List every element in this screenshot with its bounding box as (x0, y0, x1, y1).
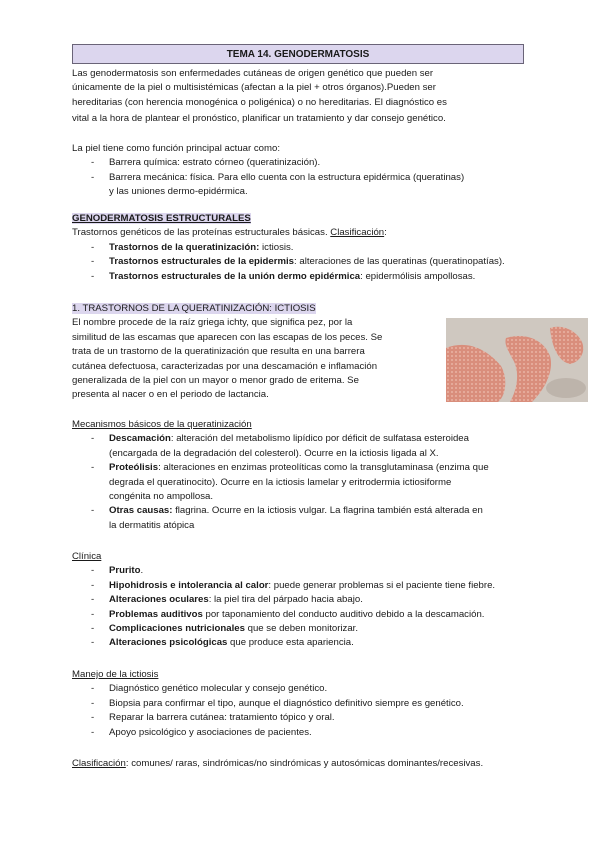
list-item: - Biopsia para confirmar el tipo, aunque el diagnóstico definitivo siempre es genético. (72, 697, 542, 711)
intro-paragraph (72, 67, 542, 127)
list-item: - Alteraciones psicológicas que produce esta apariencia. (72, 636, 542, 650)
paragraph-line: presenta al nacer o en el periodo de lactancia. (72, 389, 269, 401)
list-item: - Descamación: alteración del metabolismo lipídico por déficit de sulfatasa esteroidea (encargada de la degradación del colesterol). Ocurre en la ictiosis ligada al X. (72, 432, 542, 461)
intro-line: hereditarias (con herencia monogénica o poligénica) o no hereditarias. El diagnóstico es (72, 96, 447, 108)
list-item: - Trastornos de la queratinización: ictiosis. (72, 241, 542, 255)
intro-line: Las genodermatosis son enfermedades cutáneas de origen genético que pueden ser (72, 68, 434, 79)
mechanisms-section (72, 418, 542, 533)
list-item: - Problemas auditivos por taponamiento del conducto auditivo debido a la descamación. (72, 608, 542, 622)
subsection-heading: Mecanismos básicos de la queratinización (72, 419, 252, 430)
list-item: - Reparar la barrera cutánea: tratamiento tópico y oral. (72, 711, 542, 725)
list-item: - Alteraciones oculares: la piel tira del párpado hacia abajo. (72, 593, 542, 607)
structural-section (72, 212, 542, 284)
list-item: - Apoyo psicológico y asociaciones de pacientes. (72, 726, 542, 740)
ictiosis-section (72, 302, 442, 403)
clinica-section (72, 550, 542, 651)
skin-function-block (72, 142, 542, 200)
manejo-section (72, 668, 542, 740)
barrier-list (72, 156, 542, 185)
list-item: - Prurito. (72, 564, 542, 578)
list-item: - Barrera mecánica: física. Para ello cuenta con la estructura epidérmica (queratinas) (72, 171, 542, 185)
structural-list (72, 241, 542, 284)
barrier-continuation: y las uniones dermo-epidérmica. (109, 186, 248, 198)
ichthyosis-photo (446, 318, 588, 402)
list-item: - Diagnóstico genético molecular y consejo genético. (72, 682, 542, 696)
intro-line: vital a la hora de plantear el pronóstico, planificar un tratamiento y dar consejo genético. (72, 113, 446, 125)
paragraph-line: similitud de las escamas que aparecen con las escapas de los peces. Se (72, 331, 383, 343)
structural-desc: Trastornos genéticos de las proteínas estructurales básicas. Clasificación: (72, 227, 387, 239)
page-title: TEMA 14. GENODERMATOSIS (72, 44, 524, 64)
intro-line: únicamente de la piel o multisistémicas (afectan a la piel + otros órganos).Pueden ser (72, 82, 436, 94)
mechanisms-list (72, 432, 542, 533)
paragraph-line: cutánea defectuosa, caracterizadas por una descamación e inflamación (72, 360, 378, 372)
paragraph-line: generalizada de la piel con un mayor o menor grado de eritema. Se (72, 375, 359, 387)
subsection-heading: Manejo de la ictiosis (72, 669, 159, 680)
classification-label: Clasificación (330, 227, 385, 239)
list-item: - Barrera química: estrato córneo (queratinización). (72, 156, 542, 170)
final-classification: Clasificación: comunes/ raras, sindrómicas/no sindrómicas y autosómicas dominantes/recesivas. (72, 758, 484, 769)
subsection-heading: Clínica (72, 551, 102, 562)
skin-illustration (446, 318, 588, 402)
classification-label: Clasificación (72, 758, 126, 769)
clinica-list (72, 564, 542, 650)
paragraph-line: trata de un trastorno de la queratinización que resulta en una barrera (72, 346, 365, 358)
list-item: - Otras causas: flagrina. Ocurre en la ictiosis vulgar. La flagrina también está alterada en la dermatitis atópica (72, 504, 542, 533)
list-item: - Complicaciones nutricionales que se deben monitorizar. (72, 622, 542, 636)
list-item: - Hipohidrosis e intolerancia al calor: puede generar problemas si el paciente tiene fiebre. (72, 579, 542, 593)
list-item: - Trastornos estructurales de la unión dermo epidérmica: epidermólisis ampollosas. (72, 270, 542, 284)
list-item: - Proteólisis: alteraciones en enzimas proteolíticas como la transglutaminasa (enzima que degrada el queratinocito). Ocurre en la ictiosis lamelar y eritrodermia ictiosiforme congénita no ampollosa. (72, 461, 542, 504)
manejo-list (72, 682, 542, 740)
function-intro: La piel tiene como función principal actuar como: (72, 143, 280, 154)
list-item: - Trastornos estructurales de la epidermis: alteraciones de las queratinas (queratinopatías). (72, 255, 542, 269)
paragraph-line: El nombre procede de la raíz griega ichty, que significa pez, por la (72, 317, 353, 329)
section-heading: 1. TRASTORNOS DE LA QUERATINIZACIÓN: ICTIOSIS (72, 303, 316, 314)
section-heading: GENODERMATOSIS ESTRUCTURALES (72, 213, 251, 224)
